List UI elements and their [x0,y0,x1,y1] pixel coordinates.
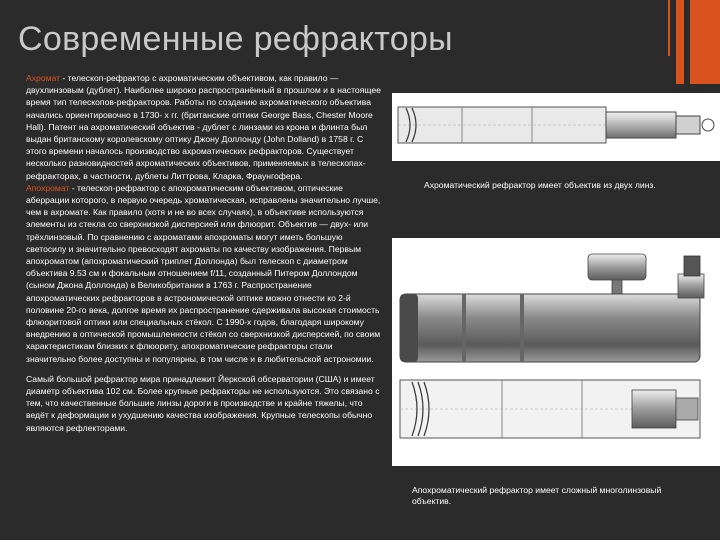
achromat-term: Ахромат [26,73,61,83]
accent-bar-medium [676,0,684,84]
apochromat-caption: Апохроматический рефрактор имеет сложный многолинзовый объектив. [412,485,662,506]
largest-refractor-paragraph: Самый большой рефрактор мира принадлежит Йеркской обсерватории (США) и имеет диаметр объектива 102 см. Более крупные рефракторы не используются. Это связано с тем, что качественные большие линзы дороги в производстве и крайне тяжелы, что ведёт к деформации и ухудшению качества изображения. Крупные телескопы обычно являются рефлекторами. [26,373,380,433]
apochromat-diagram-svg [392,238,720,466]
body-text [26,72,382,434]
achromat-paragraph [26,72,382,182]
apochromat-term: Апохромат [26,182,70,193]
achromat-diagram-svg [392,93,720,161]
achromat-body: - телескоп-рефрактор с ахроматическим объективом, как правило — двухлинзовым (дублет). Наиболее широко распространённый в прошлом и в настоящее время тип телескопов-рефракторов. Работы по созданию ахроматического объектива начались ориентировочно в 1730- х гг. (британские оптики George Bass, Chester Moore Hall). Патент на ахроматический объектив - дублет с линзами из крона и флинта был выдан британскому королевскому оптику Джону Доллонду (John Dolland) в 1758 г. С этого времени началось производство ахроматических рефракторов. Существует несколько разновидностей ахроматических объективов, применяемых в телескопах-рефракторах, в частности, дублеты Литтрова, Кларка, Фраунгофера. [26,73,381,181]
apochromat-paragraph [26,182,382,365]
accent-bar-wide [690,0,720,84]
achromat-caption: Ахроматический рефрактор имеет объектив из двух линз. [424,180,656,190]
accent-bar-thin [668,0,670,56]
achromat-diagram [392,93,720,161]
slide-title: Современные рефракторы [18,20,453,58]
apochromat-body: - телескоп-рефрактор с апохроматическим объективом, оптические аберрации которого, в первую очередь хроматическая, исправлены значительно лучше, чем в ахромате. Как правило (хотя и не во всех случаях), в объективе используются элементы из стекла со сверхнизкой дисперсией или флюорит. Объектив — двух- или трёхлинзовый. По сравнению с ахроматами апохроматы могут иметь большую светосилу и значительно превосходят ахроматы по качеству изображения. Первым апохроматом (апохроматический триплет Доллонда) был телескоп с диаметром объектива 9.53 см и фокальным отношением f/11, созданный Питером Доллондом (сыном Джона Доллонда) в Великобритании в 1763 г. Распространение апохроматических рефракторов в астрономической оптике можно отнести ко 2-й половине 20-го века, долгое время их распространение сдерживала высокая стоимость флюоритовой оптики или специальных стёкол. С 1990-х годов, благодаря широкому внедрению в оптической промышленности стёкол со сверхнизкой дисперсией, по своим характеристикам близких к флюориту, апохроматические рефракторы стали значительно более доступны и популярны, в том числе и в любительской астрономии. [26,182,381,364]
apochromat-diagram [392,238,720,466]
